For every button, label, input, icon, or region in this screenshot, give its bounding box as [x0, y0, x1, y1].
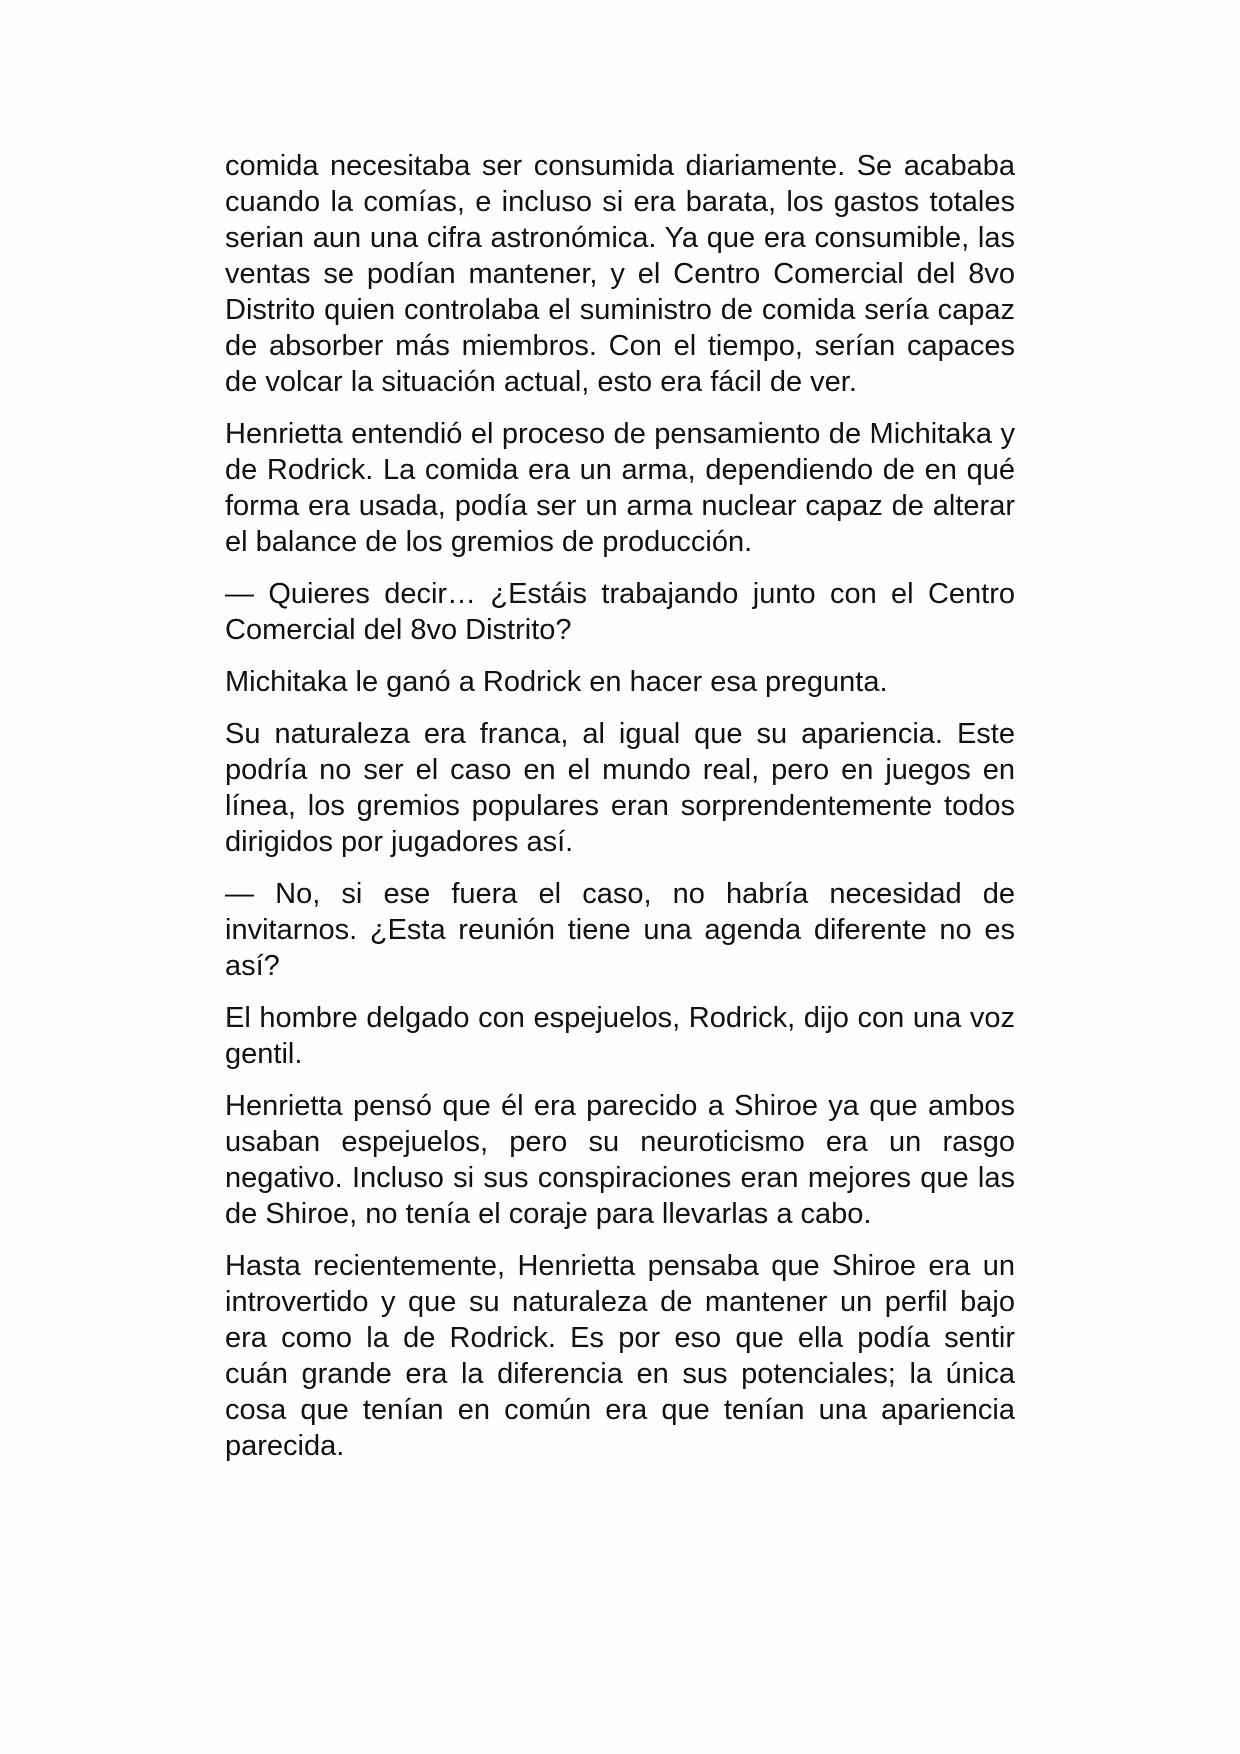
paragraph-7: El hombre delgado con espejuelos, Rodrick, dijo con una voz gentil.: [225, 1002, 1015, 1070]
paragraph-9: Hasta recientemente, Henrietta pensaba que Shiroe era un introvertido y que su naturaleza de mantener un perfil bajo era como la de Rodrick. Es por eso que ella podía sentir cuán grande era la diferencia en sus potenciales; la única cosa que tenían en común era que tenían una apariencia parecida.: [225, 1250, 1015, 1462]
paragraph-6-dialogue: — No, si ese fuera el caso, no habría necesidad de invitarnos. ¿Esta reunión tiene una agenda diferente no es así?: [225, 878, 1015, 982]
paragraph-2: Henrietta entendió el proceso de pensamiento de Michitaka y de Rodrick. La comida era un arma, dependiendo de en qué forma era usada, podía ser un arma nuclear capaz de alterar el balance de los gremios de producción.: [225, 418, 1015, 558]
paragraph-4: Michitaka le ganó a Rodrick en hacer esa pregunta.: [225, 666, 888, 698]
paragraph-3-dialogue: — Quieres decir… ¿Estáis trabajando junto con el Centro Comercial del 8vo Distrito?: [225, 578, 1015, 646]
body-text: [225, 148, 1015, 1480]
paragraph-1: comida necesitaba ser consumida diariamente. Se acababa cuando la comías, e incluso si era barata, los gastos totales serian aun una cifra astronómica. Ya que era consumible, las ventas se podían mantener, y el Centro Comercial del 8vo Distrito quien controlaba el suministro de comida sería capaz de absorber más miembros. Con el tiempo, serían capaces de volcar la situación actual, esto era fácil de ver.: [225, 150, 1015, 398]
paragraph-5: Su naturaleza era franca, al igual que su apariencia. Este podría no ser el caso en el mundo real, pero en juegos en línea, los gremios populares eran sorprendentemente todos dirigidos por jugadores así.: [225, 718, 1015, 858]
paragraph-8: Henrietta pensó que él era parecido a Shiroe ya que ambos usaban espejuelos, pero su neuroticismo era un rasgo negativo. Incluso si sus conspiraciones eran mejores que las de Shiroe, no tenía el coraje para llevarlas a cabo.: [225, 1090, 1015, 1230]
